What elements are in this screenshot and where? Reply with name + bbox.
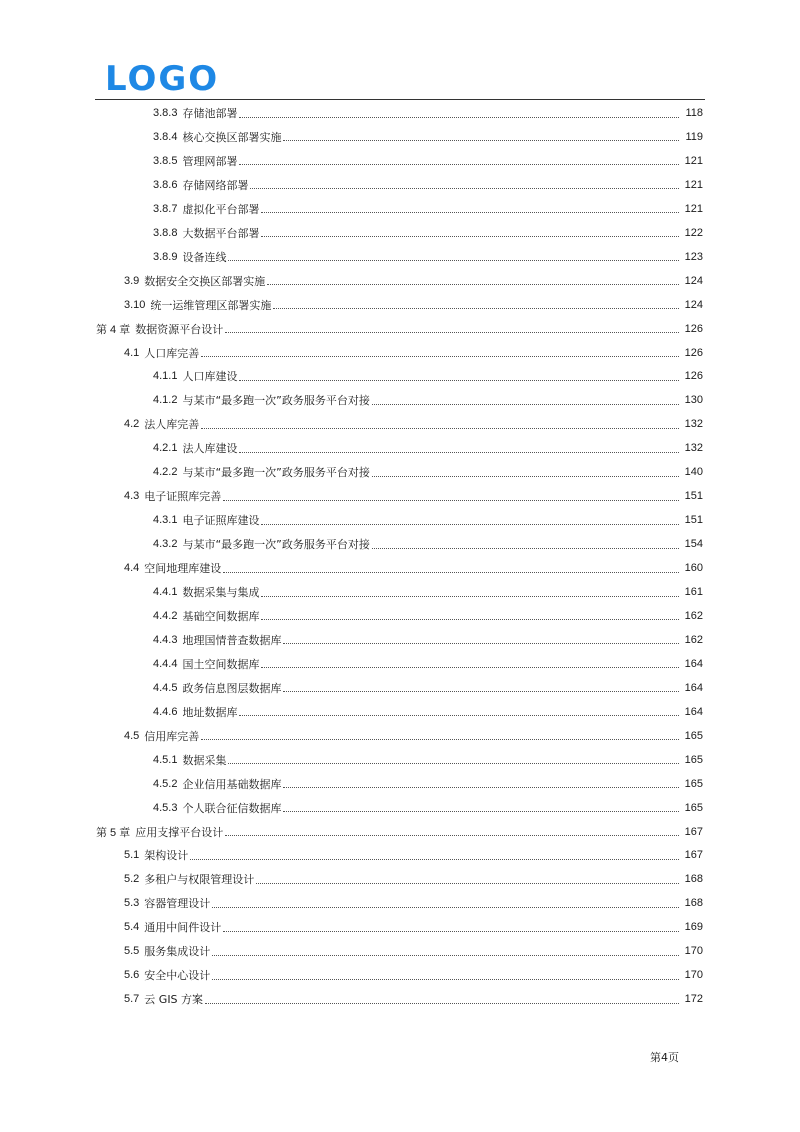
toc-entry-label [0, 776, 281, 792]
logo-text: LOGO [105, 59, 220, 99]
toc-entry[interactable] [0, 484, 800, 508]
toc-entry-label [0, 177, 248, 193]
toc-entry[interactable] [0, 987, 800, 1011]
toc-entry-page: 165 [684, 729, 703, 742]
toc-entry-label [0, 847, 188, 863]
toc-leader-dots [239, 116, 679, 118]
toc-leader-dots [239, 163, 679, 165]
toc-entry-page: 151 [684, 514, 703, 527]
toc-leader-dots [283, 690, 679, 692]
toc-entry-title: 数据安全交换区部署实施 [144, 274, 266, 288]
toc-entry-page: 172 [684, 993, 703, 1006]
toc-entry-title: 国土空间数据库 [182, 657, 260, 671]
toc-entry-page: 154 [684, 538, 703, 551]
toc-entry-label [0, 464, 370, 480]
toc-entry-number: 5.3 [124, 897, 140, 910]
toc-entry-title: 存储池部署 [182, 107, 238, 120]
toc-entry-number: 4.4.2 [153, 609, 178, 622]
toc-leader-dots [223, 571, 679, 573]
toc-entry-label [0, 967, 210, 983]
toc-entry[interactable] [0, 532, 800, 556]
toc-entry[interactable] [0, 221, 800, 245]
toc-entry-number: 3.10 [124, 298, 146, 311]
toc-entry-page: 164 [684, 681, 703, 694]
toc-entry-label [0, 608, 259, 624]
toc-entry[interactable] [0, 772, 800, 796]
toc-entry-number: 4.5.1 [153, 753, 178, 766]
toc-entry[interactable] [0, 293, 800, 317]
toc-entry-number: 3.8.3 [153, 107, 178, 119]
toc-entry-number: 5.1 [124, 849, 140, 862]
toc-leader-dots [201, 355, 679, 357]
toc-entry-label [0, 680, 281, 696]
toc-entry-label [0, 249, 226, 265]
toc-entry-number: 5.4 [124, 921, 140, 934]
toc-entry[interactable] [0, 700, 800, 724]
toc-entry-page: 119 [685, 130, 703, 143]
toc-entry-number: 3.8.4 [153, 130, 178, 143]
toc-leader-dots [223, 499, 679, 501]
toc-entry[interactable] [0, 556, 800, 580]
toc-entry[interactable] [0, 820, 800, 844]
toc-entry-title: 管理网部署 [182, 154, 238, 168]
toc-entry-page: 124 [684, 274, 703, 287]
toc-entry-number: 4.1.1 [153, 370, 178, 383]
toc-entry-number: 3.9 [124, 274, 140, 287]
toc-leader-dots [283, 810, 679, 812]
toc-entry-label [0, 871, 254, 887]
toc-entry[interactable] [0, 580, 800, 604]
toc-entry-title: 云 GIS 方案 [144, 993, 204, 1007]
logo [105, 59, 220, 99]
toc-entry-page: 121 [684, 202, 703, 215]
toc-entry-label [0, 488, 221, 504]
toc-entry-page: 168 [684, 897, 703, 910]
toc-entry-number: 5.7 [124, 993, 140, 1006]
toc-entry-page: 132 [684, 442, 703, 455]
toc-entry-label [0, 800, 281, 816]
toc-entry-page: 167 [684, 849, 703, 862]
toc-entry-number: 4.5.3 [153, 801, 178, 814]
toc-entry-title: 安全中心设计 [144, 969, 211, 983]
toc-leader-dots [225, 834, 679, 836]
toc-leader-dots [228, 762, 679, 764]
toc-entry-page: 165 [684, 801, 703, 814]
toc-entry[interactable] [0, 245, 800, 269]
toc-entry-label [0, 225, 259, 241]
toc-entry-number: 3.8.6 [153, 178, 178, 191]
toc-entry[interactable] [0, 939, 800, 963]
toc-entry-title: 数据采集 [182, 753, 227, 767]
toc-entry-page: 162 [684, 609, 703, 622]
toc-entry-number: 4.3.2 [153, 538, 178, 551]
toc-entry-number: 5.5 [124, 945, 140, 958]
toc-entry-title: 服务集成设计 [144, 945, 211, 959]
toc-entry-number: 4.4.6 [153, 705, 178, 718]
toc-entry[interactable] [0, 460, 800, 484]
toc-entry-page: 124 [684, 298, 703, 311]
toc-entry-number: 4.2.2 [153, 466, 178, 479]
toc-entry-page: 122 [684, 226, 703, 239]
toc-entry[interactable] [0, 436, 800, 460]
toc-entry-label [0, 512, 259, 528]
toc-entry-page: 164 [684, 705, 703, 718]
toc-entry-number: 4.1.2 [153, 394, 178, 407]
toc-entry-title: 空间地理库建设 [144, 562, 222, 576]
toc-entry-title: 容器管理设计 [144, 897, 211, 911]
toc-entry-title: 应用支撑平台设计 [135, 825, 224, 839]
toc-entry-title: 核心交换区部署实施 [182, 130, 282, 144]
toc-entry-page: 170 [684, 945, 703, 958]
toc-entry-page: 126 [684, 370, 703, 383]
toc-leader-dots [267, 283, 679, 285]
toc-leader-dots [225, 331, 679, 333]
toc-entry-label [0, 105, 237, 121]
toc-entry-title: 架构设计 [144, 849, 189, 863]
toc-entry-label [0, 321, 223, 337]
toc-entry[interactable] [0, 724, 800, 748]
toc-entry-label [0, 440, 237, 456]
toc-entry-label [0, 416, 199, 432]
toc-leader-dots [205, 1002, 679, 1004]
toc-entry-page: 168 [684, 873, 703, 886]
toc-entry-label [0, 919, 221, 935]
toc-leader-dots [261, 666, 679, 668]
toc-entry-label [0, 824, 223, 840]
toc-entry-number: 4.4 [124, 562, 140, 575]
toc-leader-dots [273, 307, 679, 309]
toc-entry[interactable] [0, 341, 800, 365]
toc-entry-title: 基础空间数据库 [182, 609, 260, 623]
toc-entry-page: 121 [684, 154, 703, 167]
toc-entry-label [0, 368, 237, 384]
toc-entry[interactable] [0, 915, 800, 939]
toc-entry[interactable] [0, 269, 800, 293]
toc-entry[interactable] [0, 676, 800, 700]
toc-entry-label [0, 656, 259, 672]
toc-entry-title: 与某市“最多跑一次”政务服务平台对接 [182, 466, 370, 480]
toc-entry-number: 3.8.9 [153, 250, 178, 263]
toc-entry-number: 5.2 [124, 873, 140, 886]
toc-entry-number: 4.5.2 [153, 777, 178, 790]
toc-leader-dots [261, 235, 679, 237]
toc-entry[interactable] [0, 101, 800, 125]
toc-leader-dots [256, 882, 679, 884]
toc-entry-page: 126 [684, 346, 703, 359]
toc-entry-page: 170 [684, 969, 703, 982]
toc-entry[interactable] [0, 652, 800, 676]
toc-entry-label [0, 536, 370, 552]
toc-entry-number: 4.4.5 [153, 681, 178, 694]
toc-entry-label [0, 752, 226, 768]
toc-entry[interactable] [0, 843, 800, 867]
toc-leader-dots [372, 547, 679, 549]
toc-entry-number: 第 5 章 [96, 826, 131, 839]
toc-leader-dots [250, 187, 679, 189]
toc-entry-title: 通用中间件设计 [144, 921, 222, 935]
toc-entry-title: 多租户与权限管理设计 [144, 873, 255, 887]
toc-leader-dots [283, 642, 679, 644]
toc-entry-page: 130 [684, 394, 703, 407]
toc-entry-label [0, 129, 281, 145]
toc-entry-label [0, 392, 370, 408]
toc-leader-dots [372, 475, 679, 477]
toc-entry[interactable] [0, 867, 800, 891]
toc-entry-number: 第 4 章 [96, 323, 131, 336]
toc-leader-dots [261, 618, 679, 620]
toc-entry-label [0, 297, 271, 313]
page-number: 第4页 [650, 1051, 679, 1064]
toc-entry-page: 160 [684, 562, 703, 575]
toc-entry[interactable] [0, 197, 800, 221]
toc-entry-page: 140 [684, 466, 703, 479]
toc-leader-dots [212, 906, 679, 908]
toc-entry[interactable] [0, 891, 800, 915]
toc-entry[interactable] [0, 388, 800, 412]
header-rule [95, 99, 705, 100]
toc-entry-page: 151 [684, 490, 703, 503]
toc-entry-title: 与某市“最多跑一次”政务服务平台对接 [182, 394, 370, 408]
toc-entry[interactable] [0, 796, 800, 820]
toc-entry-page: 165 [684, 753, 703, 766]
toc-entry-label [0, 201, 259, 217]
toc-entry-title: 设备连线 [182, 250, 227, 264]
toc-entry-title: 虚拟化平台部署 [182, 202, 260, 216]
toc-entry-page: 169 [684, 921, 703, 934]
toc-leader-dots [283, 786, 679, 788]
toc-leader-dots [283, 139, 679, 141]
toc-entry-number: 4.4.3 [153, 633, 178, 646]
toc-entry-title: 地址数据库 [182, 705, 238, 719]
toc-leader-dots [261, 595, 679, 597]
toc-entry-label [0, 632, 281, 648]
toc-entry-label [0, 345, 199, 361]
toc-entry-title: 政务信息图层数据库 [182, 681, 282, 695]
toc-entry-title: 大数据平台部署 [182, 226, 260, 240]
toc-leader-dots [190, 858, 679, 860]
toc-entry-title: 数据资源平台设计 [135, 322, 224, 336]
toc-entry-page: 162 [684, 633, 703, 646]
toc-entry-number: 4.3 [124, 490, 140, 503]
toc-entry-label [0, 273, 265, 289]
toc-leader-dots [223, 930, 679, 932]
toc-leader-dots [239, 714, 679, 716]
toc-entry-title: 数据采集与集成 [182, 586, 260, 599]
toc-entry-label [0, 584, 259, 600]
toc-entry-label [0, 728, 199, 744]
toc-entry-label [0, 943, 210, 959]
toc-entry-page: 165 [684, 777, 703, 790]
toc-leader-dots [239, 451, 679, 453]
toc-leader-dots [212, 978, 679, 980]
toc-entry[interactable] [0, 149, 800, 173]
toc-entry-number: 4.4.4 [153, 657, 178, 670]
toc-leader-dots [261, 211, 679, 213]
toc-leader-dots [372, 403, 679, 405]
toc-entry-number: 3.8.5 [153, 154, 178, 167]
toc-entry-page: 123 [684, 250, 703, 263]
toc-entry[interactable] [0, 125, 800, 149]
toc-leader-dots [212, 954, 679, 956]
toc-leader-dots [228, 259, 679, 261]
toc-entry-number: 4.1 [124, 346, 140, 359]
toc-entry-title: 电子证照库建设 [182, 514, 260, 528]
toc-entry-page: 118 [685, 107, 703, 119]
toc-entry-page: 126 [684, 322, 703, 335]
toc-entry[interactable] [0, 748, 800, 772]
toc-entry-number: 4.2.1 [153, 442, 178, 455]
toc-entry-title: 与某市“最多跑一次”政务服务平台对接 [182, 538, 370, 552]
toc-entry[interactable] [0, 317, 800, 341]
toc-entry[interactable] [0, 604, 800, 628]
toc-entry-number: 4.5 [124, 729, 140, 742]
toc-leader-dots [239, 379, 679, 381]
toc-entry-title: 个人联合征信数据库 [182, 801, 282, 815]
toc-entry-number: 4.3.1 [153, 514, 178, 527]
toc-entry-title: 人口库建设 [182, 370, 238, 384]
toc-entry-title: 信用库完善 [144, 729, 200, 743]
toc-entry[interactable] [0, 364, 800, 388]
toc-entry-label [0, 895, 210, 911]
toc-entry[interactable] [0, 412, 800, 436]
toc-entry-label [0, 153, 237, 169]
toc-entry-number: 3.8.8 [153, 226, 178, 239]
toc-entry-title: 法人库完善 [144, 418, 200, 432]
toc-entry-page: 132 [684, 418, 703, 431]
toc-entry-page: 121 [684, 178, 703, 191]
toc-entry-number: 4.2 [124, 418, 140, 431]
toc-leader-dots [201, 427, 679, 429]
toc-entry-number: 5.6 [124, 969, 140, 982]
toc-entry-title: 地理国情普查数据库 [182, 633, 282, 647]
toc-entry[interactable] [0, 173, 800, 197]
toc-entry[interactable] [0, 508, 800, 532]
toc-leader-dots [261, 523, 679, 525]
toc-entry-title: 企业信用基础数据库 [182, 777, 282, 791]
toc-entry-title: 统一运维管理区部署实施 [150, 298, 272, 312]
toc-leader-dots [201, 738, 679, 740]
toc-entry-title: 电子证照库完善 [144, 490, 222, 504]
toc-entry-number: 3.8.7 [153, 202, 178, 215]
toc-entry-title: 法人库建设 [182, 442, 238, 456]
toc-entry-page: 167 [684, 825, 703, 838]
toc-entry-page: 161 [684, 586, 703, 598]
toc-entry-number: 4.4.1 [153, 586, 178, 598]
toc-entry[interactable] [0, 963, 800, 987]
toc-entry[interactable] [0, 628, 800, 652]
page-header [0, 0, 800, 104]
toc-entry-title: 人口库完善 [144, 346, 200, 360]
toc-entry-label [0, 991, 203, 1007]
toc-entry-label [0, 704, 237, 720]
toc-entry-page: 164 [684, 657, 703, 670]
toc-entry-title: 存储网络部署 [182, 178, 249, 192]
toc-entry-label [0, 560, 221, 576]
